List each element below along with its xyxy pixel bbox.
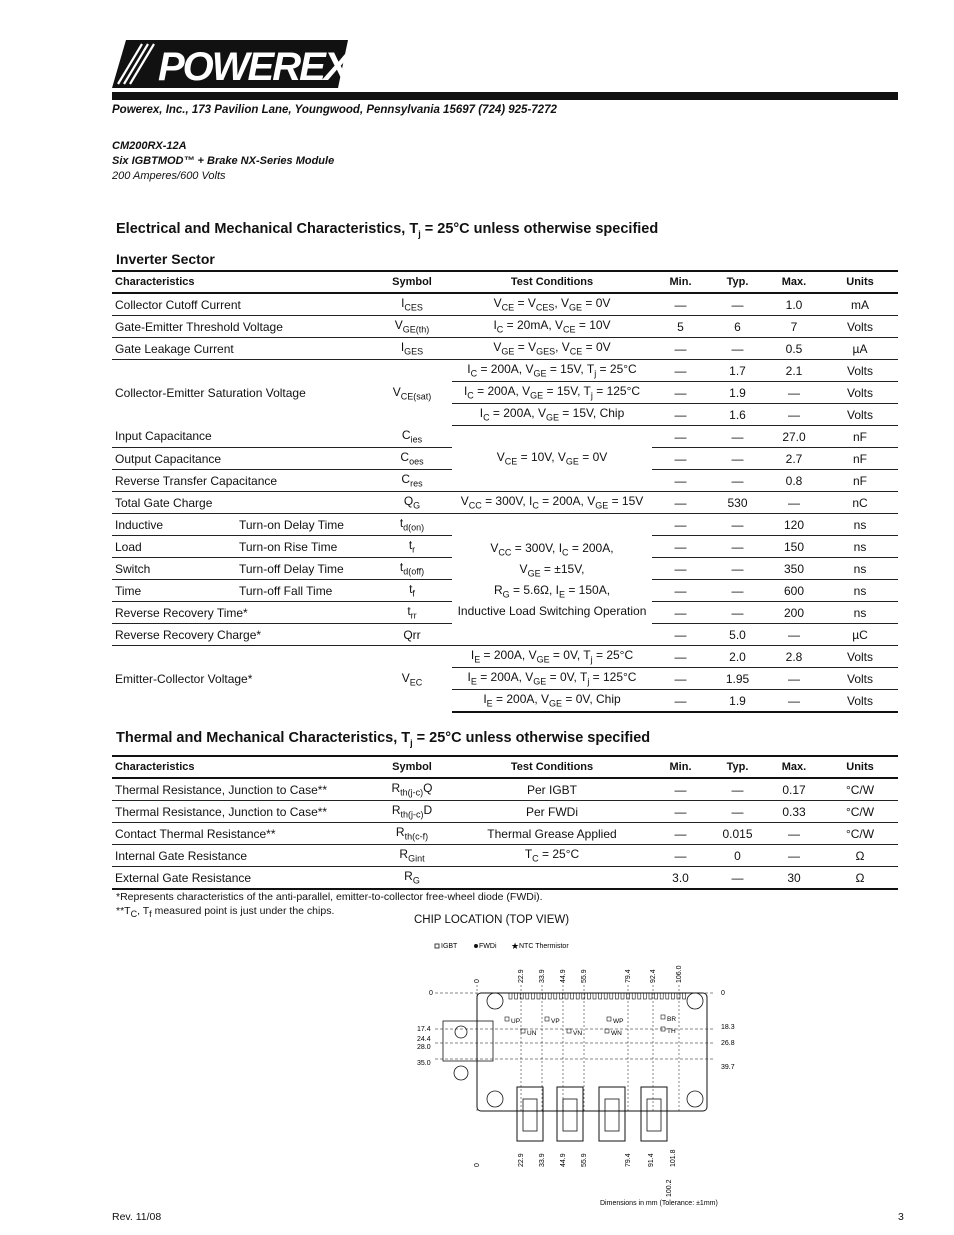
characteristic-label: Input Capacitance: [112, 426, 372, 448]
unit-cell: ns: [822, 580, 898, 602]
characteristic-label: Turn-off Delay Time: [236, 558, 372, 580]
terminal-inner: [605, 1099, 619, 1131]
pin: [632, 993, 635, 999]
symbol-cell: $I_{CES}$: [372, 293, 452, 316]
symbol-cell: $C_{ies}$: [372, 426, 452, 448]
test-condition: $V_{CE} = V_{CES}$, $V_{GE} = 0V$: [452, 293, 652, 316]
top-dimension-label: 92.4: [650, 969, 657, 983]
note-measure: $**T_C$, $T_f$ measured point is just under the chips.: [116, 905, 335, 920]
unit-cell: nF: [822, 426, 898, 448]
pin: [655, 993, 658, 999]
max-value: 200: [766, 602, 822, 624]
unit-cell: nF: [822, 448, 898, 470]
max-value: 30: [766, 867, 822, 890]
typ-value: —: [709, 426, 766, 448]
terminal-inner: [647, 1099, 661, 1131]
characteristic-label: Emitter-Collector Voltage*: [115, 672, 253, 686]
unit-cell: °C/W: [822, 778, 898, 801]
min-value: —: [652, 404, 709, 426]
characteristic-label: Reverse Transfer Capacitance: [112, 470, 372, 492]
table-row: [112, 426, 898, 448]
table-row: [112, 338, 898, 360]
igbt-marker: [567, 1029, 571, 1033]
symbol-cell: $t_{d(off)}$: [372, 558, 452, 580]
typ-value: 2.0: [709, 646, 766, 668]
bottom-dimension-label: 22.9: [518, 1153, 525, 1167]
bottom-dimension-label: 100.2: [666, 1179, 673, 1197]
max-value: 0.8: [766, 470, 822, 492]
symbol-cell: $t_r$: [372, 536, 452, 558]
typ-value: 1.6: [709, 404, 766, 426]
pin: [677, 993, 680, 999]
unit-cell: °C/W: [822, 801, 898, 823]
unit-cell: ns: [822, 602, 898, 624]
chip-location-diagram: [415, 935, 755, 1210]
characteristic-label: Total Gate Charge: [112, 492, 372, 514]
test-condition: [452, 867, 652, 890]
max-value: 0.17: [766, 778, 822, 801]
typ-value: —: [709, 801, 766, 823]
characteristic-label: Turn-on Delay Time: [236, 514, 372, 536]
max-value: —: [766, 624, 822, 646]
characteristic-label: Collector-Emitter Saturation Voltage: [115, 385, 306, 400]
symbol-cell: $R_{th(j-c)}Q$: [372, 778, 452, 801]
test-condition: $V_{CC} = 300V$, $I_C = 200A$, $V_{GE} = 15V$: [452, 492, 652, 514]
typ-value: 5.0: [709, 624, 766, 646]
test-condition: $I_C = 200A$, $V_{GE} = 15V$, $T_j = 25^\circ C$: [452, 360, 652, 382]
chip-label: WP: [613, 1018, 624, 1025]
characteristic-label: External Gate Resistance: [112, 867, 372, 890]
typ-value: —: [709, 867, 766, 890]
pin: [571, 993, 574, 999]
power-terminal: [599, 1087, 625, 1141]
right-dimension-label: 18.3: [721, 1024, 735, 1031]
bottom-dimension-label: 44.9: [560, 1153, 567, 1167]
symbol-cell: $R_{th(j-c)}D$: [372, 801, 452, 823]
column-header: Characteristics: [112, 271, 372, 293]
max-value: —: [766, 404, 822, 426]
pin: [559, 993, 562, 999]
electrical-title: Electrical and Mechanical Characteristics, $T_j = 25^\circ C$ unless otherwise specified: [116, 221, 659, 239]
max-value: 7: [766, 316, 822, 338]
min-value: —: [652, 360, 709, 382]
min-value: —: [652, 778, 709, 801]
min-value: —: [652, 668, 709, 690]
legend-ntc: NTC Thermistor: [519, 943, 569, 950]
unit-cell: µA: [822, 338, 898, 360]
unit-cell: mA: [822, 293, 898, 316]
table-row: [112, 778, 898, 801]
pin: [515, 993, 518, 999]
max-value: 600: [766, 580, 822, 602]
bottom-dimension-label: 79.4: [625, 1153, 632, 1167]
characteristic-label: Thermal Resistance, Junction to Case**: [112, 801, 372, 823]
test-condition: $V_{CE} = 10V$, $V_{GE} = 0V$: [452, 426, 652, 492]
min-value: —: [652, 801, 709, 823]
min-value: 5: [652, 316, 709, 338]
pin: [683, 993, 686, 999]
typ-value: 0: [709, 845, 766, 867]
typ-value: —: [709, 448, 766, 470]
column-header: Characteristics: [112, 756, 372, 778]
igbt-marker: [607, 1017, 611, 1021]
max-value: —: [766, 492, 822, 514]
characteristic-group: Inductive: [112, 514, 236, 536]
typ-value: 1.95: [709, 668, 766, 690]
min-value: —: [652, 580, 709, 602]
min-value: —: [652, 382, 709, 404]
chip-label: UN: [527, 1030, 537, 1037]
table-row: [112, 316, 898, 338]
max-value: 150: [766, 536, 822, 558]
column-header: Max.: [766, 756, 822, 778]
test-condition: $V_{CC} = 300V$, $I_C = 200A$, $V_{GE} = \pm 15V$, $R_G = 5.6\Omega$, $I_E = 150A$, Inductive Load Switching Operation: [452, 514, 652, 646]
characteristic-group: Switch: [112, 558, 236, 580]
legend-fwdi: FWDi: [479, 943, 497, 950]
pin: [554, 993, 557, 999]
characteristic-label: Thermal Resistance, Junction to Case**: [112, 778, 372, 801]
pin: [621, 993, 624, 999]
typ-value: 6: [709, 316, 766, 338]
chip-label: UP: [511, 1018, 521, 1025]
right-dimension-label: 39.7: [721, 1064, 735, 1071]
pin: [593, 993, 596, 999]
typ-value: —: [709, 338, 766, 360]
right-dimension-label: 0: [721, 990, 725, 997]
left-dimension-label: 0: [429, 990, 433, 997]
igbt-marker: [661, 1015, 665, 1019]
unit-cell: Volts: [822, 316, 898, 338]
header-rule: [112, 92, 898, 100]
typ-value: 1.9: [709, 382, 766, 404]
table-row: [112, 801, 898, 823]
part-number: CM200RX-12A: [112, 140, 187, 152]
bottom-dimension-label: 0: [474, 1163, 481, 1167]
min-value: —: [652, 492, 709, 514]
typ-value: —: [709, 602, 766, 624]
max-value: 27.0: [766, 426, 822, 448]
chip-label: VP: [551, 1018, 560, 1025]
test-condition: $I_E = 200A$, $V_{GE} = 0V$, Chip: [452, 690, 652, 713]
pin: [531, 993, 534, 999]
pin: [582, 993, 585, 999]
logo-text: POWEREX: [158, 45, 348, 88]
test-condition: Per IGBT: [452, 778, 652, 801]
igbt-marker: [505, 1017, 509, 1021]
pin: [610, 993, 613, 999]
unit-cell: Volts: [822, 404, 898, 426]
column-header: Min.: [652, 756, 709, 778]
left-dimension-label: 35.0: [417, 1060, 431, 1067]
symbol-cell: $V_{CE(sat)}$: [392, 384, 432, 401]
test-condition: Per FWDi: [452, 801, 652, 823]
thermal-table: [112, 755, 898, 890]
min-value: —: [652, 690, 709, 713]
chip-label: TH: [667, 1028, 676, 1035]
unit-cell: Volts: [822, 668, 898, 690]
column-header: Test Conditions: [452, 271, 652, 293]
test-condition: $V_{GE} = V_{GES}$, $V_{CE} = 0V$: [452, 338, 652, 360]
pin: [537, 993, 540, 999]
max-value: 120: [766, 514, 822, 536]
min-value: —: [652, 514, 709, 536]
min-value: —: [652, 426, 709, 448]
unit-cell: ns: [822, 536, 898, 558]
pin: [526, 993, 529, 999]
pin: [599, 993, 602, 999]
typ-value: 1.9: [709, 690, 766, 713]
typ-value: —: [709, 558, 766, 580]
characteristic-label: Collector Cutoff Current: [112, 293, 372, 316]
igbt-marker: [521, 1029, 525, 1033]
column-header: Units: [822, 271, 898, 293]
min-value: —: [652, 823, 709, 845]
pin: [509, 993, 512, 999]
top-dimension-label: 106.0: [676, 965, 683, 983]
max-value: —: [766, 823, 822, 845]
typ-value: 530: [709, 492, 766, 514]
column-header: Typ.: [709, 271, 766, 293]
table-row: [112, 823, 898, 845]
characteristic-label: Reverse Recovery Time*: [112, 602, 372, 624]
typ-value: —: [709, 293, 766, 316]
dimension-note: Dimensions in mm (Tolerance: ±1mm): [600, 1200, 718, 1207]
pin: [649, 993, 652, 999]
terminal-inner: [563, 1099, 577, 1131]
test-condition: $I_C = 200A$, $V_{GE} = 15V$, $T_j = 125^\circ C$: [452, 382, 652, 404]
typ-value: 1.7: [709, 360, 766, 382]
column-header: Test Conditions: [452, 756, 652, 778]
max-value: 1.0: [766, 293, 822, 316]
symbol-cell: $Q_G$: [372, 492, 452, 514]
unit-cell: µC: [822, 624, 898, 646]
left-dimension-label: 24.4: [417, 1036, 431, 1043]
unit-cell: Volts: [822, 382, 898, 404]
symbol-cell: Qrr: [372, 624, 452, 646]
max-value: —: [766, 382, 822, 404]
typ-value: —: [709, 536, 766, 558]
characteristic-label: Contact Thermal Resistance**: [112, 823, 372, 845]
characteristic-label: Turn-on Rise Time: [236, 536, 372, 558]
part-block: [112, 139, 334, 184]
column-header: Units: [822, 756, 898, 778]
thermal-title: Thermal and Mechanical Characteristics, $T_j = 25^\circ C$ unless otherwise specified: [116, 730, 651, 748]
terminal-inner: [523, 1099, 537, 1131]
bottom-dimension-label: 33.9: [539, 1153, 546, 1167]
typ-value: —: [709, 778, 766, 801]
test-condition: $T_C = 25^\circ C$: [452, 845, 652, 867]
pin: [666, 993, 669, 999]
table-row: [112, 514, 898, 536]
min-value: —: [652, 470, 709, 492]
unit-cell: Ω: [822, 867, 898, 890]
legend-igbt: IGBT: [441, 943, 458, 950]
pin: [548, 993, 551, 999]
min-value: —: [652, 602, 709, 624]
characteristic-group: Time: [112, 580, 236, 602]
pin: [587, 993, 590, 999]
symbol-cell: $R_{th(c-f)}$: [372, 823, 452, 845]
unit-cell: Volts: [822, 646, 898, 668]
min-value: —: [652, 558, 709, 580]
left-dimension-label: 28.0: [417, 1044, 431, 1051]
unit-cell: ns: [822, 558, 898, 580]
part-description: Six IGBTMOD™ + Brake NX-Series Module: [112, 155, 335, 167]
symbol-cell: $R_G$: [372, 867, 452, 890]
pin: [565, 993, 568, 999]
table-row: [112, 293, 898, 316]
min-value: —: [652, 293, 709, 316]
power-terminal: [557, 1087, 583, 1141]
column-header: Typ.: [709, 756, 766, 778]
bottom-dimension-label: 101.8: [670, 1149, 677, 1167]
max-value: 2.1: [766, 360, 822, 382]
max-value: —: [766, 668, 822, 690]
pin: [576, 993, 579, 999]
diagram-legend: [435, 941, 569, 951]
typ-value: —: [709, 514, 766, 536]
page-number: 3: [898, 1211, 904, 1223]
top-dimension-label: 33.9: [539, 969, 546, 983]
pin: [615, 993, 618, 999]
max-value: 2.8: [766, 646, 822, 668]
max-value: 2.7: [766, 448, 822, 470]
min-value: —: [652, 624, 709, 646]
power-terminal: [641, 1087, 667, 1141]
pin: [638, 993, 641, 999]
characteristic-label: Gate-Emitter Threshold Voltage: [112, 316, 372, 338]
test-condition: $I_C = 200A$, $V_{GE} = 15V$, Chip: [452, 404, 652, 426]
chip-label: VN: [573, 1030, 583, 1037]
chip-label: BR: [667, 1016, 677, 1023]
column-header: Symbol: [372, 271, 452, 293]
chip-label: WN: [611, 1030, 622, 1037]
unit-cell: Ω: [822, 845, 898, 867]
min-value: —: [652, 536, 709, 558]
test-condition: Thermal Grease Applied: [452, 823, 652, 845]
typ-value: —: [709, 580, 766, 602]
top-dimension-label: 55.9: [581, 969, 588, 983]
note-fwdi: *Represents characteristics of the anti-parallel, emitter-to-collector free-wheel diode (FWDi).: [116, 891, 543, 903]
symbol-cell: $t_f$: [372, 580, 452, 602]
part-rating: 200 Amperes/600 Volts: [112, 170, 226, 182]
symbol-cell: $V_{GE(th)}$: [372, 316, 452, 338]
unit-cell: nC: [822, 492, 898, 514]
test-condition: $I_C = 20mA$, $V_{CE} = 10V$: [452, 316, 652, 338]
min-value: —: [652, 646, 709, 668]
pin: [543, 993, 546, 999]
igbt-marker: [545, 1017, 549, 1021]
left-dimension-label: 17.4: [417, 1026, 431, 1033]
min-value: —: [652, 448, 709, 470]
max-value: —: [766, 845, 822, 867]
column-header: Min.: [652, 271, 709, 293]
test-condition: $I_E = 200A$, $V_{GE} = 0V$, $T_j = 125^\circ C$: [452, 668, 652, 690]
characteristic-label: Reverse Recovery Charge*: [112, 624, 372, 646]
top-dimension-label: 0: [474, 979, 481, 983]
column-header: Symbol: [372, 756, 452, 778]
max-value: —: [766, 690, 822, 713]
characteristic-label: Turn-off Fall Time: [236, 580, 372, 602]
typ-value: 0.015: [709, 823, 766, 845]
test-condition: $I_E = 200A$, $V_{GE} = 0V$, $T_j = 25^\circ C$: [452, 646, 652, 668]
min-value: —: [652, 845, 709, 867]
characteristic-group: Load: [112, 536, 236, 558]
symbol-cell: $R_{Gint}$: [372, 845, 452, 867]
right-dimension-label: 26.8: [721, 1040, 735, 1047]
top-dimension-label: 79.4: [625, 969, 632, 983]
top-dimension-label: 22.9: [518, 969, 525, 983]
pin: [520, 993, 523, 999]
characteristic-label: Internal Gate Resistance: [112, 845, 372, 867]
unit-cell: °C/W: [822, 823, 898, 845]
unit-cell: Volts: [822, 360, 898, 382]
inverter-sector-title: Inverter Sector: [116, 251, 215, 267]
typ-value: —: [709, 470, 766, 492]
characteristic-label: Gate Leakage Current: [112, 338, 372, 360]
symbol-cell: $t_{d(on)}$: [372, 514, 452, 536]
table-row: [112, 646, 898, 668]
table-row: [112, 360, 898, 382]
revision: Rev. 11/08: [112, 1211, 162, 1223]
unit-cell: ns: [822, 514, 898, 536]
igbt-marker: [605, 1029, 609, 1033]
thermistor-star-icon: ★: [511, 941, 520, 951]
pin: [643, 993, 646, 999]
min-value: —: [652, 338, 709, 360]
company-address: Powerex, Inc., 173 Pavilion Lane, Youngwood, Pennsylvania 15697 (724) 925-7272: [112, 104, 557, 116]
powerex-logo: [112, 40, 348, 88]
top-dimension-label: 44.9: [560, 969, 567, 983]
min-value: 3.0: [652, 867, 709, 890]
max-value: 0.33: [766, 801, 822, 823]
power-terminal: [517, 1087, 543, 1141]
table-row: [112, 492, 898, 514]
table-row: [112, 845, 898, 867]
pin: [604, 993, 607, 999]
symbol-cell: $V_{EC}$: [401, 670, 423, 688]
pin: [660, 993, 663, 999]
symbol-cell: $C_{res}$: [372, 470, 452, 492]
bottom-dimension-label: 91.4: [648, 1153, 655, 1167]
max-value: 350: [766, 558, 822, 580]
electrical-table: [112, 270, 898, 713]
max-value: 0.5: [766, 338, 822, 360]
unit-cell: Volts: [822, 690, 898, 713]
symbol-cell: $t_{rr}$: [372, 602, 452, 624]
pin: [671, 993, 674, 999]
column-header: Max.: [766, 271, 822, 293]
table-row: [112, 867, 898, 890]
unit-cell: nF: [822, 470, 898, 492]
symbol-cell: $I_{GES}$: [372, 338, 452, 360]
bottom-dimension-label: 55.9: [581, 1153, 588, 1167]
chip-location-title: CHIP LOCATION (TOP VIEW): [414, 914, 570, 926]
characteristic-label: Output Capacitance: [112, 448, 372, 470]
symbol-cell: $C_{oes}$: [372, 448, 452, 470]
